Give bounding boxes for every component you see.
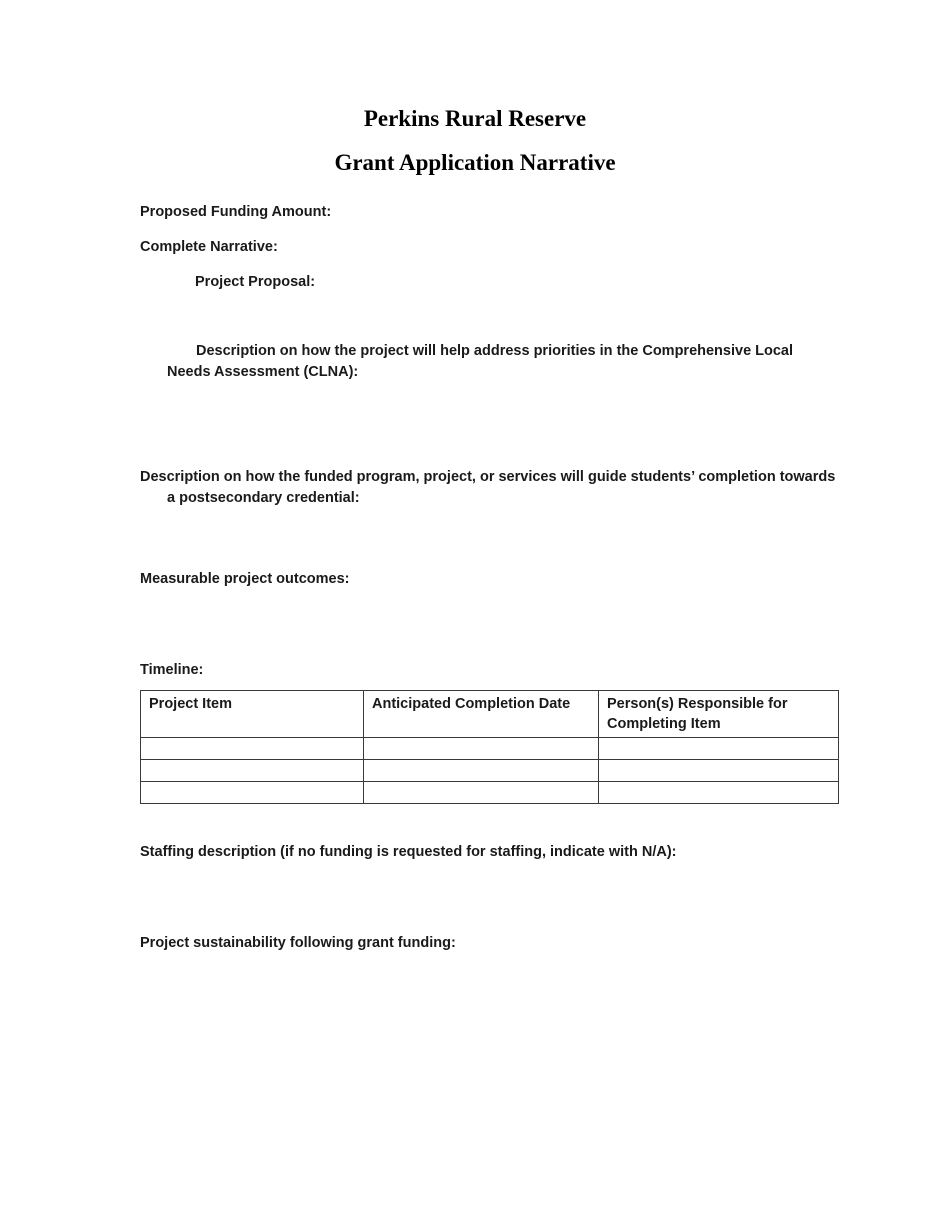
table-cell-empty[interactable] — [141, 760, 364, 782]
clna-description-label: Description on how the project will help address priorities in the Comprehensive Local Needs Assessment (CLNA): — [167, 343, 794, 381]
sustainability-label: Project sustainability following grant funding: — [140, 935, 456, 952]
table-row — [141, 738, 839, 760]
table-cell-empty[interactable] — [599, 738, 839, 760]
timeline-table-header-row — [141, 691, 839, 738]
proposed-funding-label: Proposed Funding Amount: — [140, 204, 332, 221]
table-cell-empty[interactable] — [599, 782, 839, 804]
document-title — [112, 105, 838, 176]
timeline-table-body — [141, 738, 839, 804]
table-header-project-item: Project Item — [141, 691, 364, 738]
table-row — [141, 760, 839, 782]
timeline-table — [140, 690, 839, 804]
table-header-person-responsible: Person(s) Responsible for Completing Item — [599, 691, 839, 738]
table-cell-empty[interactable] — [141, 738, 364, 760]
table-cell-empty[interactable] — [599, 760, 839, 782]
table-cell-empty[interactable] — [364, 760, 599, 782]
table-cell-empty[interactable] — [364, 738, 599, 760]
table-header-completion-date: Anticipated Completion Date — [364, 691, 599, 738]
title-line-1: Perkins Rural Reserve — [363, 106, 587, 131]
table-row — [141, 782, 839, 804]
table-cell-empty[interactable] — [141, 782, 364, 804]
title-line-2: Grant Application Narrative — [334, 149, 616, 175]
measurable-outcomes-label: Measurable project outcomes: — [140, 571, 350, 588]
table-cell-empty[interactable] — [364, 782, 599, 804]
completion-description-label: Description on how the funded program, project, or services will guide students’ completion towards a postsecondary credential: — [140, 469, 836, 507]
timeline-label: Timeline: — [140, 662, 204, 679]
staffing-description-label: Staffing description (if no funding is requested for staffing, indicate with N/A): — [140, 844, 677, 861]
project-proposal-label: Project Proposal: — [195, 274, 316, 291]
complete-narrative-label: Complete Narrative: — [140, 239, 278, 256]
